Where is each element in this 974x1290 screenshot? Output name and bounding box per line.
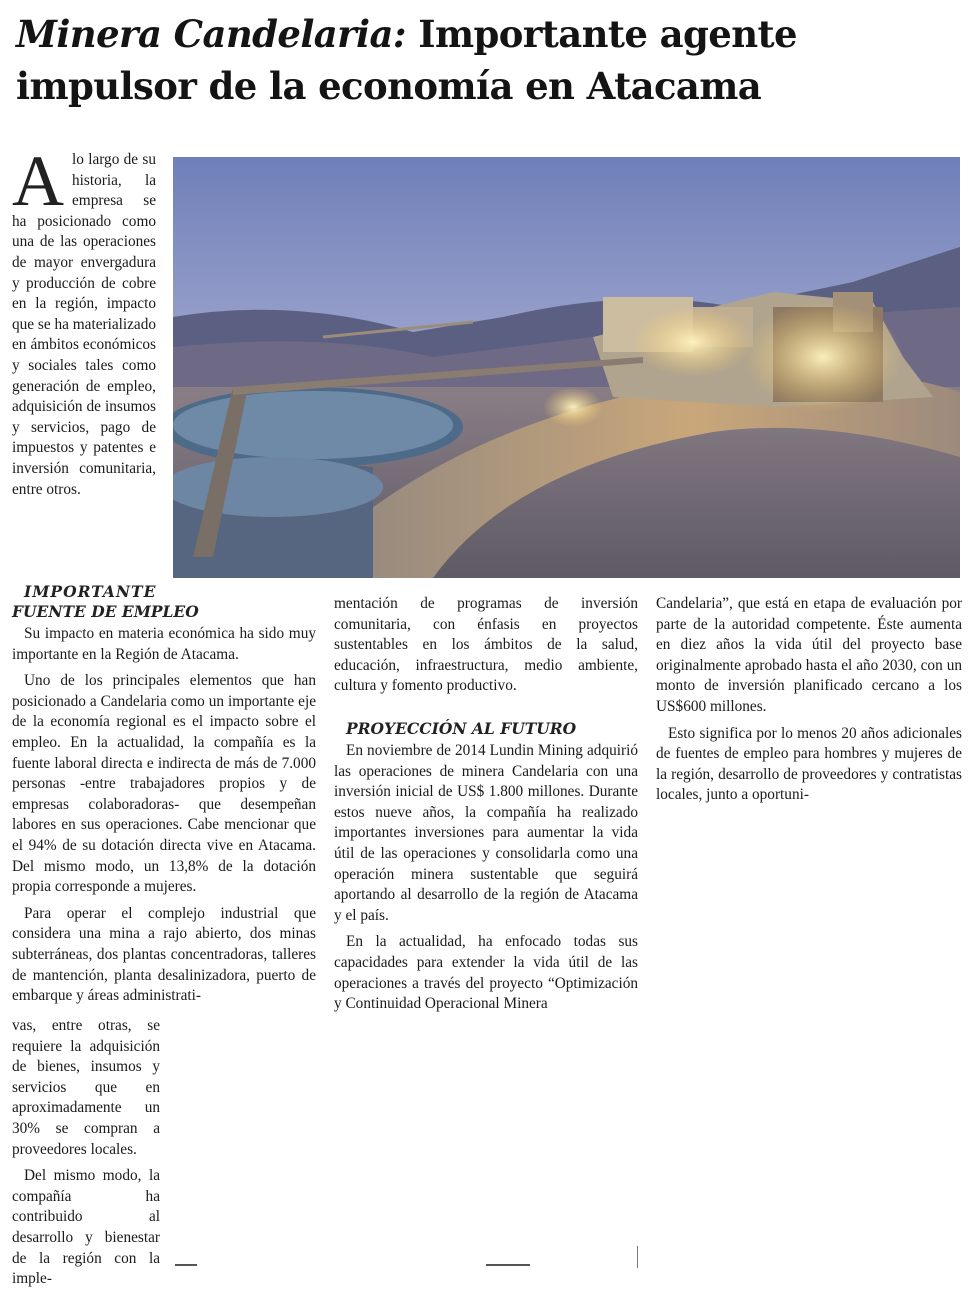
intro-paragraph: lo largo de su historia, la empresa se ha posicionado como una de las operaciones de mayor envergadura y producción de cobre en la región, impacto que se ha materializado en ámbitos económicos y sociales tales como generación de empleo, adquisición de insumos y servicios, pago de impuestos y patentes e inversión comunitaria, entre otros. [12, 151, 156, 498]
paragraph: mentación de programas de inversión comunitaria, con énfasis en proyectos sustentables en los ámbitos de la salud, educación, infraestructura, medio ambiente, cultura y fomento productivo. [334, 595, 638, 695]
column-1 [12, 582, 316, 1007]
column-1-narrow [12, 1016, 160, 1290]
paragraph: Para operar el complejo industrial que considera una mina a rajo abierto, dos minas subterráneas, dos plantas concentradoras, talleres de mantención, planta desalinizadora, puerto de embarque y áreas administrati- [12, 904, 316, 1005]
column-divider [637, 1246, 638, 1268]
headline [16, 8, 966, 112]
paragraph: En la actualidad, ha enfocado todas sus capacidades para extender la vida útil de las operaciones a través del proyecto “Optimización y Continuidad Operacional Minera [334, 933, 638, 1013]
section-heading-future: PROYECCIÓN AL FUTURO [346, 718, 577, 738]
paragraph: En noviembre de 2014 Lundin Mining adquirió las operaciones de minera Candelaria con una inversión inicial de US$ 1.800 millones. Durante estos nueve años, la compañía ha realizado importantes inversiones para aumentar la vida útil de las operaciones y consolidarla como una operación minera sustentable que seguirá aportando al desarrollo de la región de Atacama y el país. [334, 741, 638, 924]
paragraph: vas, entre otras, se requiere la adquisición de bienes, insumos y servicios que en aproximadamente un 30% se compran a proveedores locales. [12, 1017, 160, 1158]
intro-column [12, 141, 156, 500]
paragraph: Candelaria”, que está en etapa de evaluación por parte de la autoridad competente. Éste aumenta en diez años la vida útil del proyecto base originalmente aprobado hasta el año 2030, con un monto de inversión planificado cercano a los US$600 millones. [656, 595, 962, 715]
column-3 [656, 594, 962, 806]
paragraph: Uno de los principales elementos que han posicionado a Candelaria como un importante eje de la economía regional es el impacto sobre el empleo. En la actualidad, la compañía es la fuente laboral directa e indirecta de más de 7.000 personas -entre trabajadores propios y de empresas colaboradoras- que desempeñan labores en sus operaciones. Cabe mencionar que el 94% de su dotación directa vive en Atacama. Del mismo modo, un 13,8% de la dotación propia corresponde a mujeres. [12, 672, 316, 896]
bottom-rule [486, 1264, 530, 1266]
paragraph: Su impacto en materia económica ha sido muy importante en la Región de Atacama. [12, 625, 316, 663]
headline-rest: Importante agente impulsor de la economía en Atacama [16, 12, 797, 108]
mine-plant-photo [173, 157, 960, 578]
paragraph: Esto significa por lo menos 20 años adicionales de fuentes de empleo para hombres y mujeres de la región, desarrollo de proveedores y contratistas locales, junto a oportuni- [656, 724, 962, 804]
section-heading-line-1: IMPORTANTE [24, 582, 157, 601]
section-heading-line-2: FUENTE DE EMPLEO [12, 602, 199, 621]
section-heading-employment [12, 582, 316, 622]
paragraph: Del mismo modo, la compañía ha contribuido al desarrollo y bienestar de la región con la imple- [12, 1167, 160, 1288]
bottom-rule [175, 1264, 197, 1266]
mine-plant-illustration [173, 157, 960, 578]
drop-cap: A [12, 141, 64, 221]
column-2 [334, 594, 638, 1015]
headline-italic: Minera Candelaria: [16, 12, 406, 56]
